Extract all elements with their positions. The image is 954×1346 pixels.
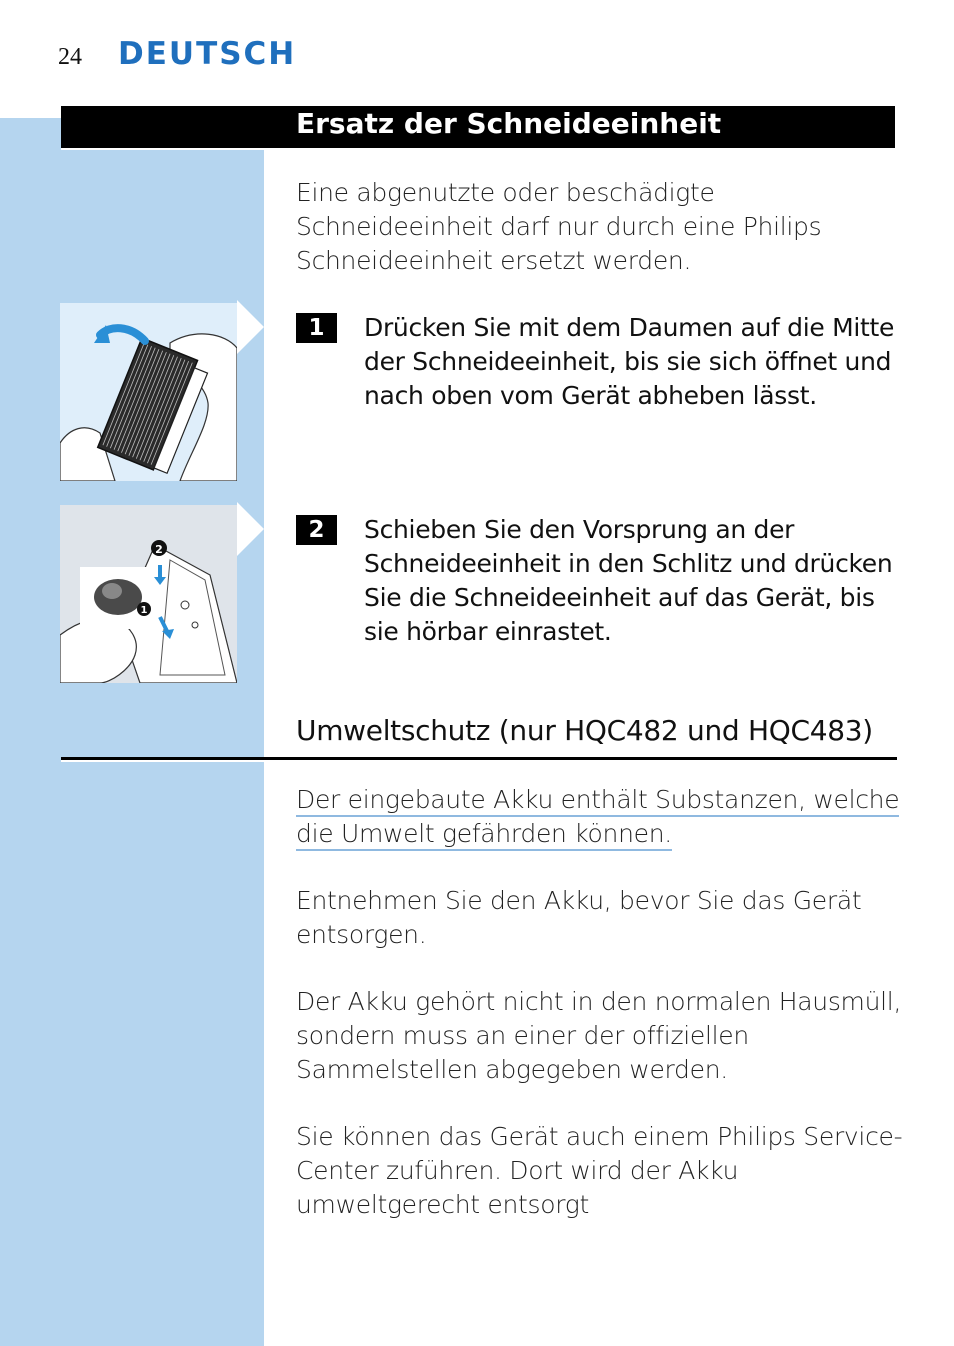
language-heading: DEUTSCH: [118, 36, 297, 72]
step-number-1: 1: [296, 313, 337, 343]
environment-paragraph-1: [296, 783, 906, 851]
illustration-step-2: [60, 505, 237, 683]
callout-2-label: 2: [155, 543, 163, 556]
section-bar-divider: [61, 148, 264, 150]
intro-paragraph: Eine abgenutzte oder beschädigte Schneideeinheit darf nur durch eine Philips Schneideeinheit ersetzt werden.: [296, 178, 822, 275]
section-title: Ersatz der Schneideeinheit: [296, 107, 722, 140]
environment-heading: Umweltschutz (nur HQC482 und HQC483): [296, 714, 873, 747]
step-text-2: Schieben Sie den Vorsprung an der Schneideeinheit in den Schlitz und drücken Sie die Schneideeinheit auf das Gerät, bis sie hörbar einrastet.: [364, 515, 893, 646]
illustration-pointer-2: [237, 502, 264, 556]
env-para1-line2: die Umwelt gefährden können.: [296, 819, 672, 851]
shaver-attach-illustration: [60, 505, 237, 683]
environment-paragraph-3: Der Akku gehört nicht in den normalen Hausmüll, sondern muss an einer der offiziellen Sammelstellen abgegeben werden.: [296, 987, 902, 1084]
environment-paragraph-2: Entnehmen Sie den Akku, bevor Sie das Gerät entsorgen.: [296, 886, 862, 949]
environment-rule-gap: [61, 760, 264, 762]
env-para1-line1: Der eingebaute Akku enthält Substanzen, welche: [296, 785, 899, 817]
illustration-step-1: [60, 303, 237, 481]
step-number-2: 2: [296, 515, 337, 545]
illustration-pointer-1: [237, 300, 264, 354]
page-number: 24: [58, 44, 82, 70]
callout-1-label: 1: [140, 605, 148, 616]
step-text-1: Drücken Sie mit dem Daumen auf die Mitte der Schneideeinheit, bis sie sich öffnet und nach oben vom Gerät abheben lässt.: [364, 313, 895, 410]
shaver-open-illustration: [60, 303, 237, 481]
environment-paragraph-4: Sie können das Gerät auch einem Philips Service-Center zuführen. Dort wird der Akku umweltgerecht entsorgt: [296, 1122, 903, 1219]
